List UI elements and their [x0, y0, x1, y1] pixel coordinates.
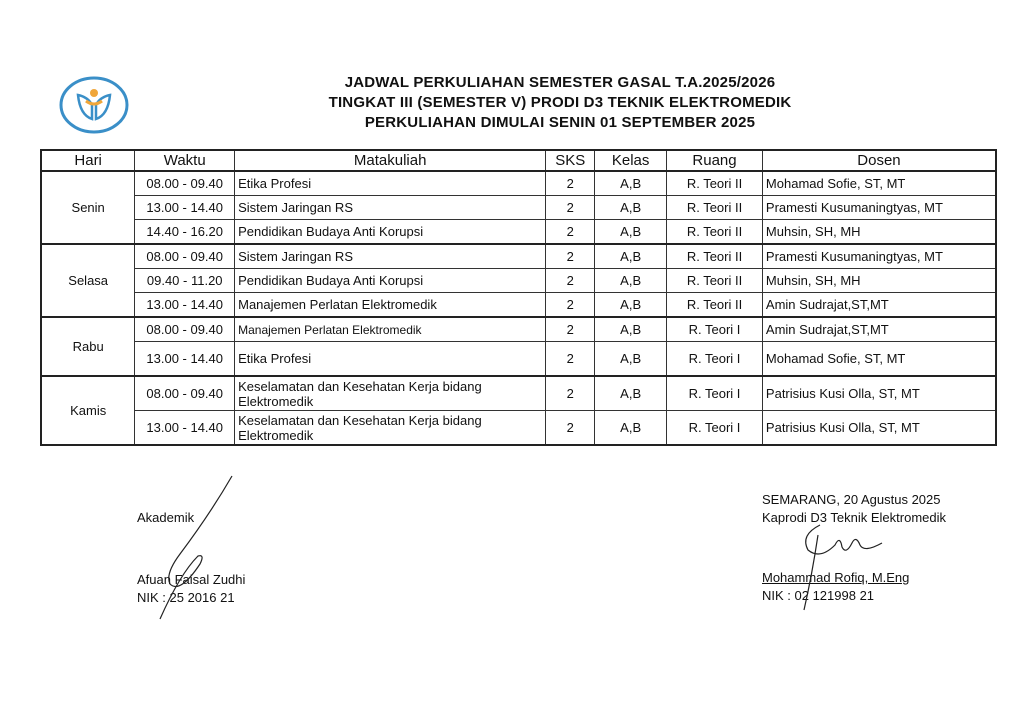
dosen-cell: Patrisius Kusi Olla, ST, MT: [762, 411, 996, 446]
sks-cell: 2: [546, 376, 595, 411]
col-sks: SKS: [546, 150, 595, 171]
waktu-cell: 08.00 - 09.40: [135, 376, 235, 411]
sks-cell: 2: [546, 411, 595, 446]
sks-cell: 2: [546, 293, 595, 318]
table-row: [41, 293, 996, 318]
col-kelas: Kelas: [595, 150, 667, 171]
dosen-cell: Amin Sudrajat,ST,MT: [762, 317, 996, 342]
signature-nik: NIK : 02 121998 21: [762, 588, 875, 603]
waktu-cell: 08.00 - 09.40: [135, 171, 235, 196]
signature-name: Mohammad Rofiq, M.Eng: [762, 570, 910, 585]
waktu-cell: 13.00 - 14.40: [135, 342, 235, 377]
table-row: [41, 244, 996, 269]
matakuliah-cell: Keselamatan dan Kesehatan Kerja bidang Elektromedik: [235, 411, 546, 446]
sks-cell: 2: [546, 317, 595, 342]
ruang-cell: R. Teori I: [667, 317, 763, 342]
ruang-cell: R. Teori I: [667, 342, 763, 377]
day-cell: Rabu: [41, 317, 135, 376]
matakuliah-cell: Sistem Jaringan RS: [235, 196, 546, 220]
document-header: [200, 73, 920, 133]
dosen-cell: Pramesti Kusumaningtyas, MT: [762, 196, 996, 220]
col-matakuliah: Matakuliah: [235, 150, 546, 171]
col-dosen: Dosen: [762, 150, 996, 171]
dosen-cell: Mohamad Sofie, ST, MT: [762, 171, 996, 196]
kelas-cell: A,B: [595, 269, 667, 293]
kelas-cell: A,B: [595, 171, 667, 196]
waktu-cell: 14.40 - 16.20: [135, 220, 235, 245]
matakuliah-cell: Sistem Jaringan RS: [235, 244, 546, 269]
sks-cell: 2: [546, 342, 595, 377]
table-row: [41, 342, 996, 377]
handwritten-signature-left-icon: [140, 474, 240, 624]
dosen-cell: Pramesti Kusumaningtyas, MT: [762, 244, 996, 269]
ruang-cell: R. Teori II: [667, 244, 763, 269]
col-ruang: Ruang: [667, 150, 763, 171]
dosen-cell: Muhsin, SH, MH: [762, 269, 996, 293]
table-row: [41, 196, 996, 220]
waktu-cell: 13.00 - 14.40: [135, 411, 235, 446]
day-cell: Selasa: [41, 244, 135, 317]
sks-cell: 2: [546, 220, 595, 245]
kelas-cell: A,B: [595, 411, 667, 446]
matakuliah-cell: Keselamatan dan Kesehatan Kerja bidang Elektromedik: [235, 376, 546, 411]
matakuliah-cell: Pendidikan Budaya Anti Korupsi: [235, 220, 546, 245]
signature-role: Akademik: [137, 510, 195, 525]
matakuliah-cell: Manajemen Perlatan Elektromedik: [235, 293, 546, 318]
ruang-cell: R. Teori II: [667, 220, 763, 245]
waktu-cell: 08.00 - 09.40: [135, 244, 235, 269]
sks-cell: 2: [546, 171, 595, 196]
dosen-cell: Amin Sudrajat,ST,MT: [762, 293, 996, 318]
kelas-cell: A,B: [595, 317, 667, 342]
kelas-cell: A,B: [595, 220, 667, 245]
table-row: [41, 376, 996, 411]
table-row: [41, 269, 996, 293]
sks-cell: 2: [546, 269, 595, 293]
kelas-cell: A,B: [595, 293, 667, 318]
signature-name: Afuan Faisal Zudhi: [137, 572, 246, 587]
waktu-cell: 09.40 - 11.20: [135, 269, 235, 293]
table-row: [41, 171, 996, 196]
signature-role: Kaprodi D3 Teknik Elektromedik: [762, 510, 947, 525]
col-hari: Hari: [41, 150, 135, 171]
kelas-cell: A,B: [595, 342, 667, 377]
header-subtitle: TINGKAT III (SEMESTER V) PRODI D3 TEKNIK ELEKTROMEDIK: [328, 94, 792, 111]
sks-cell: 2: [546, 196, 595, 220]
table-row: [41, 411, 996, 446]
header-title: JADWAL PERKULIAHAN SEMESTER GASAL T.A.2025/2026: [344, 74, 776, 91]
ruang-cell: R. Teori II: [667, 171, 763, 196]
kelas-cell: A,B: [595, 196, 667, 220]
schedule-table: [40, 149, 997, 446]
ruang-cell: R. Teori II: [667, 293, 763, 318]
handwritten-signature-right-icon: [790, 505, 900, 615]
table-header-row: [41, 150, 996, 171]
waktu-cell: 08.00 - 09.40: [135, 317, 235, 342]
dosen-cell: Muhsin, SH, MH: [762, 220, 996, 245]
ruang-cell: R. Teori II: [667, 269, 763, 293]
waktu-cell: 13.00 - 14.40: [135, 196, 235, 220]
sks-cell: 2: [546, 244, 595, 269]
day-cell: Kamis: [41, 376, 135, 445]
matakuliah-cell: Manajemen Perlatan Elektromedik: [235, 317, 546, 342]
header-start-date: PERKULIAHAN DIMULAI SENIN 01 SEPTEMBER 2025: [364, 114, 756, 131]
signature-place-date: SEMARANG, 20 Agustus 2025: [762, 492, 941, 507]
col-waktu: Waktu: [135, 150, 235, 171]
matakuliah-cell: Etika Profesi: [235, 342, 546, 377]
dosen-cell: Mohamad Sofie, ST, MT: [762, 342, 996, 377]
table-row: [41, 220, 996, 245]
waktu-cell: 13.00 - 14.40: [135, 293, 235, 318]
ruang-cell: R. Teori I: [667, 376, 763, 411]
matakuliah-cell: Pendidikan Budaya Anti Korupsi: [235, 269, 546, 293]
kelas-cell: A,B: [595, 376, 667, 411]
institution-logo-icon: [58, 75, 130, 135]
kelas-cell: A,B: [595, 244, 667, 269]
ruang-cell: R. Teori II: [667, 196, 763, 220]
matakuliah-cell: Etika Profesi: [235, 171, 546, 196]
table-row: [41, 317, 996, 342]
dosen-cell: Patrisius Kusi Olla, ST, MT: [762, 376, 996, 411]
signature-nik: NIK : 25 2016 21: [137, 590, 235, 605]
ruang-cell: R. Teori I: [667, 411, 763, 446]
day-cell: Senin: [41, 171, 135, 244]
